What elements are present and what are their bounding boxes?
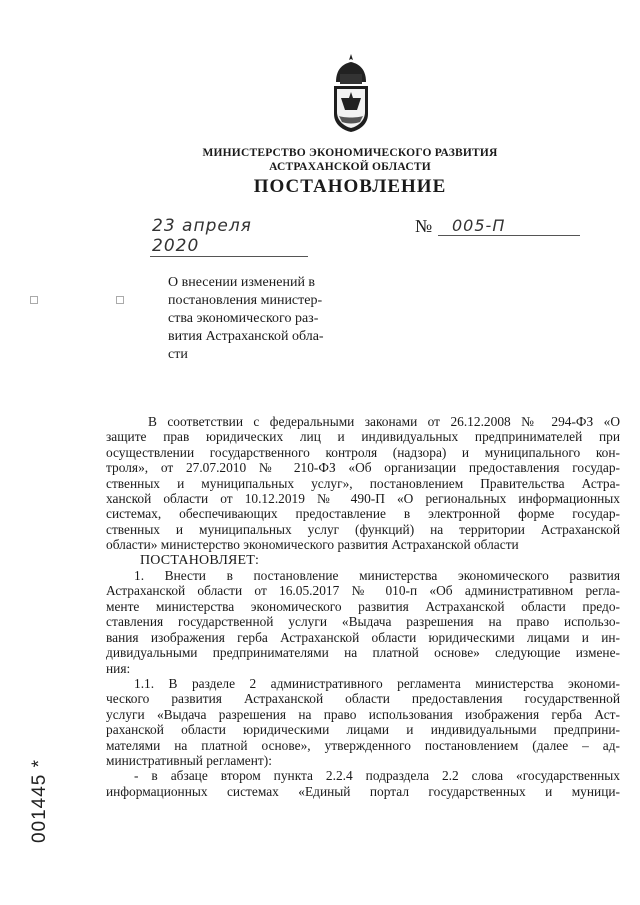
text-line: услуги «Выдача разрешения на право использования изображения герба Аст- bbox=[106, 706, 620, 722]
text-line: ханской области от 10.12.2019 № 490-П «О региональных информационных bbox=[106, 491, 620, 507]
document-type-title: ПОСТАНОВЛЕНИЕ bbox=[253, 176, 447, 197]
text-line: дивидуальными предпринимателями на платной основе» следующие измене- bbox=[106, 645, 620, 661]
paragraph-bullet bbox=[106, 768, 620, 799]
number-sign: № bbox=[415, 216, 433, 236]
text-line: ственных и муниципальных услуг», постановлением Правительства Астра- bbox=[106, 475, 620, 491]
text-line: В соответствии с федеральными законами от 26.12.2008 № 294-ФЗ «О bbox=[148, 414, 620, 429]
text-line: области» министерство экономического развития Астраханской области bbox=[106, 537, 519, 553]
text-line: Астраханской области от 16.05.2017 № 010-п «Об административном регла- bbox=[106, 583, 620, 599]
text-line: защите прав юридических лиц и индивидуальных предпринимателей при bbox=[106, 429, 620, 445]
decree-word: ПОСТАНОВЛЯЕТ: bbox=[140, 552, 260, 568]
coat-of-arms-icon bbox=[326, 52, 376, 138]
text-line: ставления государственной услуги «Выдача разрешения на право использо- bbox=[106, 614, 620, 630]
document-date: 23 апреля 2020 bbox=[150, 216, 308, 257]
text-line: троля», от 27.07.2010 № 210-ФЗ «Об организации предоставления государ- bbox=[106, 460, 620, 476]
text-line: вания изображения герба Астраханской области юридическими лицами и ин- bbox=[106, 629, 620, 645]
subject-line: вития Астраханской обла- bbox=[168, 329, 324, 344]
subject-line: постановления министер- bbox=[168, 293, 323, 308]
document-subject bbox=[168, 274, 344, 364]
subject-line: ства экономического раз- bbox=[168, 311, 319, 326]
text-line: - в абзаце втором пункта 2.2.4 подраздела 2.2 слова «государственных bbox=[134, 768, 620, 784]
text-line: ния: bbox=[106, 660, 131, 676]
paragraph-item-1-1 bbox=[106, 676, 620, 768]
ministry-name-line1: МИНИСТЕРСТВО ЭКОНОМИЧЕСКОГО РАЗВИТИЯ bbox=[202, 147, 498, 159]
scan-mark bbox=[116, 296, 124, 304]
text-line: министративный регламент): bbox=[106, 752, 272, 768]
text-line: менте министерства экономического развития Астраханской области предо- bbox=[106, 598, 620, 614]
registration-stamp bbox=[24, 744, 54, 864]
text-line: системах, обеспечивающих предоставление в электронной форме государ- bbox=[106, 506, 620, 522]
text-line: ственных и муниципальных услуг (функций) на территории Астраханской bbox=[106, 521, 620, 537]
text-line: мателями на платной основе», утвержденного постановлением (далее – ад- bbox=[106, 737, 620, 753]
stamp-number: 001445 * bbox=[29, 758, 50, 844]
document-number: 005-П bbox=[438, 216, 580, 236]
ministry-name-line2: АСТРАХАНСКОЙ ОБЛАСТИ bbox=[269, 161, 431, 173]
scan-mark bbox=[30, 296, 38, 304]
subject-line: сти bbox=[168, 347, 188, 362]
subject-line: О внесении изменений в bbox=[168, 275, 316, 290]
text-line: 1.1. В разделе 2 административного регламента министерства экономи- bbox=[134, 675, 620, 691]
text-line: осуществлении государственного контроля (надзора) и муниципального кон- bbox=[106, 444, 620, 460]
paragraph-preamble bbox=[106, 414, 620, 553]
document-body bbox=[106, 414, 620, 799]
text-line: информационных системах «Единый портал государственных и муници- bbox=[106, 783, 620, 799]
text-line: 1. Внести в постановление министерства экономического развития bbox=[134, 568, 620, 584]
text-line: раханской области юридическими лицами и индивидуальными предприни- bbox=[106, 722, 620, 738]
paragraph-item-1 bbox=[106, 568, 620, 676]
text-line: ческого развития Астраханской области предоставления государственной bbox=[106, 691, 620, 707]
